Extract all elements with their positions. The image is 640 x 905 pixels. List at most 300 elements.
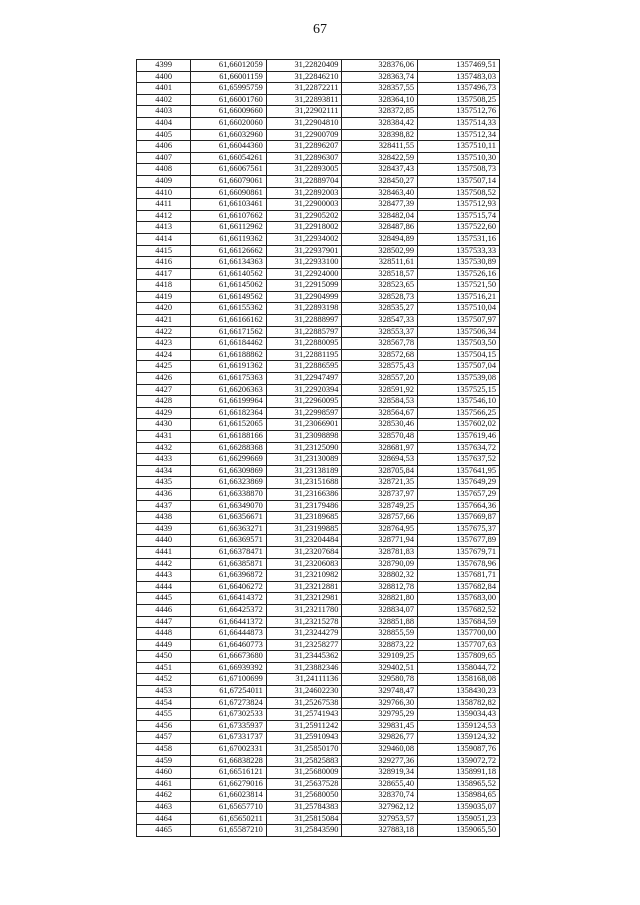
x-coordinate-cell: 328384,42 [342, 117, 418, 129]
longitude-cell: 31,23212881 [266, 581, 342, 593]
point-number-cell: 4451 [137, 662, 191, 674]
longitude-cell: 31,23189685 [266, 512, 342, 524]
table-row [137, 512, 500, 524]
latitude-cell: 61,66206363 [191, 384, 267, 396]
table-row [137, 488, 500, 500]
y-coordinate-cell: 1357707,63 [418, 639, 500, 651]
longitude-cell: 31,22998597 [266, 407, 342, 419]
y-coordinate-cell: 1358984,65 [418, 790, 500, 802]
point-number-cell: 4419 [137, 291, 191, 303]
point-number-cell: 4463 [137, 802, 191, 814]
y-coordinate-cell: 1358430,23 [418, 686, 500, 698]
x-coordinate-cell: 328737,97 [342, 488, 418, 500]
latitude-cell: 61,66279016 [191, 778, 267, 790]
y-coordinate-cell: 1358782,82 [418, 697, 500, 709]
table-row [137, 686, 500, 698]
y-coordinate-cell: 1357508,25 [418, 94, 500, 106]
latitude-cell: 61,66184462 [191, 338, 267, 350]
point-number-cell: 4445 [137, 593, 191, 605]
table-row [137, 454, 500, 466]
table-row [137, 384, 500, 396]
point-number-cell: 4440 [137, 535, 191, 547]
y-coordinate-cell: 1357521,50 [418, 280, 500, 292]
table-row [137, 558, 500, 570]
x-coordinate-cell: 327883,18 [342, 825, 418, 837]
table-row [137, 790, 500, 802]
x-coordinate-cell: 328487,86 [342, 222, 418, 234]
point-number-cell: 4422 [137, 326, 191, 338]
y-coordinate-cell: 1357507,97 [418, 315, 500, 327]
x-coordinate-cell: 328564,67 [342, 407, 418, 419]
latitude-cell: 61,66182364 [191, 407, 267, 419]
point-number-cell: 4442 [137, 558, 191, 570]
point-number-cell: 4444 [137, 581, 191, 593]
table-row [137, 233, 500, 245]
x-coordinate-cell: 328721,35 [342, 477, 418, 489]
x-coordinate-cell: 328855,59 [342, 628, 418, 640]
y-coordinate-cell: 1357522,60 [418, 222, 500, 234]
longitude-cell: 31,24111136 [266, 674, 342, 686]
y-coordinate-cell: 1357681,71 [418, 570, 500, 582]
table-row [137, 744, 500, 756]
latitude-cell: 61,66134363 [191, 257, 267, 269]
latitude-cell: 61,66054261 [191, 152, 267, 164]
longitude-cell: 31,22896207 [266, 141, 342, 153]
latitude-cell: 61,66444873 [191, 628, 267, 640]
latitude-cell: 61,66112962 [191, 222, 267, 234]
latitude-cell: 61,66309869 [191, 465, 267, 477]
longitude-cell: 31,22960095 [266, 396, 342, 408]
table-row [137, 709, 500, 721]
longitude-cell: 31,23882346 [266, 662, 342, 674]
point-number-cell: 4443 [137, 570, 191, 582]
longitude-cell: 31,25680009 [266, 767, 342, 779]
longitude-cell: 31,22937901 [266, 245, 342, 257]
latitude-cell: 61,66079061 [191, 175, 267, 187]
point-number-cell: 4431 [137, 431, 191, 443]
point-number-cell: 4425 [137, 361, 191, 373]
point-number-cell: 4426 [137, 373, 191, 385]
table-row [137, 361, 500, 373]
y-coordinate-cell: 1357514,33 [418, 117, 500, 129]
point-number-cell: 4412 [137, 210, 191, 222]
longitude-cell: 31,22893005 [266, 164, 342, 176]
latitude-cell: 61,66396872 [191, 570, 267, 582]
table-row [137, 778, 500, 790]
y-coordinate-cell: 1357678,96 [418, 558, 500, 570]
table-row [137, 83, 500, 95]
latitude-cell: 61,66009660 [191, 106, 267, 118]
y-coordinate-cell: 1357809,65 [418, 651, 500, 663]
x-coordinate-cell: 328572,68 [342, 349, 418, 361]
point-number-cell: 4414 [137, 233, 191, 245]
point-number-cell: 4403 [137, 106, 191, 118]
table-row [137, 767, 500, 779]
table-row [137, 268, 500, 280]
latitude-cell: 61,66460773 [191, 639, 267, 651]
x-coordinate-cell: 328422,59 [342, 152, 418, 164]
y-coordinate-cell: 1357682,84 [418, 581, 500, 593]
x-coordinate-cell: 329402,51 [342, 662, 418, 674]
table-row [137, 280, 500, 292]
x-coordinate-cell: 329795,29 [342, 709, 418, 721]
table-row [137, 628, 500, 640]
point-number-cell: 4407 [137, 152, 191, 164]
x-coordinate-cell: 328591,92 [342, 384, 418, 396]
y-coordinate-cell: 1357512,76 [418, 106, 500, 118]
x-coordinate-cell: 329748,47 [342, 686, 418, 698]
latitude-cell: 61,66378471 [191, 546, 267, 558]
point-number-cell: 4424 [137, 349, 191, 361]
x-coordinate-cell: 328477,39 [342, 199, 418, 211]
table-row [137, 222, 500, 234]
latitude-cell: 61,66166162 [191, 315, 267, 327]
latitude-cell: 61,66012059 [191, 60, 267, 72]
point-number-cell: 4408 [137, 164, 191, 176]
longitude-cell: 31,22881195 [266, 349, 342, 361]
point-number-cell: 4464 [137, 813, 191, 825]
table-row [137, 616, 500, 628]
y-coordinate-cell: 1359034,43 [418, 709, 500, 721]
latitude-cell: 61,67254011 [191, 686, 267, 698]
table-row [137, 732, 500, 744]
table-row [137, 338, 500, 350]
longitude-cell: 31,22880095 [266, 338, 342, 350]
x-coordinate-cell: 328357,55 [342, 83, 418, 95]
longitude-cell: 31,22885797 [266, 326, 342, 338]
point-number-cell: 4402 [137, 94, 191, 106]
latitude-cell: 61,66338870 [191, 488, 267, 500]
table-row [137, 720, 500, 732]
table-row [137, 187, 500, 199]
longitude-cell: 31,25815084 [266, 813, 342, 825]
point-number-cell: 4446 [137, 604, 191, 616]
coordinates-table [136, 59, 500, 837]
latitude-cell: 61,66356671 [191, 512, 267, 524]
y-coordinate-cell: 1357530,89 [418, 257, 500, 269]
longitude-cell: 31,23166386 [266, 488, 342, 500]
y-coordinate-cell: 1357677,89 [418, 535, 500, 547]
latitude-cell: 61,65657710 [191, 802, 267, 814]
point-number-cell: 4409 [137, 175, 191, 187]
x-coordinate-cell: 328873,22 [342, 639, 418, 651]
point-number-cell: 4420 [137, 303, 191, 315]
point-number-cell: 4437 [137, 500, 191, 512]
y-coordinate-cell: 1357649,29 [418, 477, 500, 489]
latitude-cell: 61,66067561 [191, 164, 267, 176]
table-row [137, 303, 500, 315]
table-row [137, 813, 500, 825]
x-coordinate-cell: 328557,20 [342, 373, 418, 385]
table-row [137, 164, 500, 176]
latitude-cell: 61,66140562 [191, 268, 267, 280]
longitude-cell: 31,23207684 [266, 546, 342, 558]
x-coordinate-cell: 328523,65 [342, 280, 418, 292]
point-number-cell: 4457 [137, 732, 191, 744]
latitude-cell: 61,66126662 [191, 245, 267, 257]
y-coordinate-cell: 1357506,34 [418, 326, 500, 338]
latitude-cell: 61,66199964 [191, 396, 267, 408]
x-coordinate-cell: 329580,78 [342, 674, 418, 686]
y-coordinate-cell: 1357684,59 [418, 616, 500, 628]
latitude-cell: 61,66939392 [191, 662, 267, 674]
x-coordinate-cell: 328528,73 [342, 291, 418, 303]
longitude-cell: 31,23206083 [266, 558, 342, 570]
point-number-cell: 4415 [137, 245, 191, 257]
longitude-cell: 31,22872211 [266, 83, 342, 95]
table-row [137, 825, 500, 837]
longitude-cell: 31,22900003 [266, 199, 342, 211]
longitude-cell: 31,22893198 [266, 303, 342, 315]
x-coordinate-cell: 329826,77 [342, 732, 418, 744]
point-number-cell: 4404 [137, 117, 191, 129]
x-coordinate-cell: 328802,32 [342, 570, 418, 582]
longitude-cell: 31,22892003 [266, 187, 342, 199]
table-row [137, 546, 500, 558]
x-coordinate-cell: 328535,27 [342, 303, 418, 315]
longitude-cell: 31,25910943 [266, 732, 342, 744]
longitude-cell: 31,23151688 [266, 477, 342, 489]
latitude-cell: 61,67302533 [191, 709, 267, 721]
table-row [137, 581, 500, 593]
latitude-cell: 61,66044360 [191, 141, 267, 153]
latitude-cell: 61,66363271 [191, 523, 267, 535]
latitude-cell: 61,67100699 [191, 674, 267, 686]
latitude-cell: 61,66441372 [191, 616, 267, 628]
y-coordinate-cell: 1357496,73 [418, 83, 500, 95]
latitude-cell: 61,66299669 [191, 454, 267, 466]
y-coordinate-cell: 1357526,16 [418, 268, 500, 280]
longitude-cell: 31,24602230 [266, 686, 342, 698]
longitude-cell: 31,23066901 [266, 419, 342, 431]
y-coordinate-cell: 1357602,02 [418, 419, 500, 431]
table-row [137, 315, 500, 327]
longitude-cell: 31,22820409 [266, 60, 342, 72]
latitude-cell: 61,66288368 [191, 442, 267, 454]
y-coordinate-cell: 1357641,95 [418, 465, 500, 477]
table-row [137, 662, 500, 674]
longitude-cell: 31,23445362 [266, 651, 342, 663]
y-coordinate-cell: 1359035,07 [418, 802, 500, 814]
x-coordinate-cell: 328757,66 [342, 512, 418, 524]
table-row [137, 500, 500, 512]
x-coordinate-cell: 329831,45 [342, 720, 418, 732]
point-number-cell: 4462 [137, 790, 191, 802]
point-number-cell: 4465 [137, 825, 191, 837]
table-row [137, 94, 500, 106]
latitude-cell: 61,66323869 [191, 477, 267, 489]
point-number-cell: 4447 [137, 616, 191, 628]
point-number-cell: 4406 [137, 141, 191, 153]
y-coordinate-cell: 1359065,50 [418, 825, 500, 837]
table-row [137, 245, 500, 257]
table-row [137, 117, 500, 129]
latitude-cell: 61,66838228 [191, 755, 267, 767]
latitude-cell: 61,66188166 [191, 431, 267, 443]
table-row [137, 373, 500, 385]
y-coordinate-cell: 1357664,36 [418, 500, 500, 512]
x-coordinate-cell: 329460,08 [342, 744, 418, 756]
point-number-cell: 4439 [137, 523, 191, 535]
table-row [137, 326, 500, 338]
longitude-cell: 31,25911242 [266, 720, 342, 732]
y-coordinate-cell: 1359124,32 [418, 732, 500, 744]
longitude-cell: 31,22888997 [266, 315, 342, 327]
y-coordinate-cell: 1357539,08 [418, 373, 500, 385]
latitude-cell: 61,67002331 [191, 744, 267, 756]
longitude-cell: 31,22915099 [266, 280, 342, 292]
table-row [137, 349, 500, 361]
longitude-cell: 31,22904810 [266, 117, 342, 129]
latitude-cell: 61,66145062 [191, 280, 267, 292]
point-number-cell: 4450 [137, 651, 191, 663]
y-coordinate-cell: 1357516,21 [418, 291, 500, 303]
x-coordinate-cell: 328370,74 [342, 790, 418, 802]
y-coordinate-cell: 1359072,72 [418, 755, 500, 767]
x-coordinate-cell: 328376,06 [342, 60, 418, 72]
latitude-cell: 61,66414372 [191, 593, 267, 605]
longitude-cell: 31,25784383 [266, 802, 342, 814]
point-number-cell: 4430 [137, 419, 191, 431]
y-coordinate-cell: 1357508,52 [418, 187, 500, 199]
x-coordinate-cell: 328567,78 [342, 338, 418, 350]
y-coordinate-cell: 1357682,52 [418, 604, 500, 616]
x-coordinate-cell: 328790,09 [342, 558, 418, 570]
longitude-cell: 31,22900709 [266, 129, 342, 141]
longitude-cell: 31,22886595 [266, 361, 342, 373]
latitude-cell: 61,66149562 [191, 291, 267, 303]
x-coordinate-cell: 328834,07 [342, 604, 418, 616]
longitude-cell: 31,23098898 [266, 431, 342, 443]
table-row [137, 639, 500, 651]
point-number-cell: 4417 [137, 268, 191, 280]
latitude-cell: 61,66155362 [191, 303, 267, 315]
latitude-cell: 61,66001159 [191, 71, 267, 83]
x-coordinate-cell: 328494,89 [342, 233, 418, 245]
y-coordinate-cell: 1357483,03 [418, 71, 500, 83]
x-coordinate-cell: 328530,46 [342, 419, 418, 431]
latitude-cell: 61,65587210 [191, 825, 267, 837]
table-row [137, 523, 500, 535]
table-row [137, 106, 500, 118]
y-coordinate-cell: 1358044,72 [418, 662, 500, 674]
latitude-cell: 61,67273824 [191, 697, 267, 709]
x-coordinate-cell: 328511,61 [342, 257, 418, 269]
x-coordinate-cell: 329109,25 [342, 651, 418, 663]
longitude-cell: 31,23199885 [266, 523, 342, 535]
latitude-cell: 61,66349070 [191, 500, 267, 512]
point-number-cell: 4436 [137, 488, 191, 500]
y-coordinate-cell: 1357507,04 [418, 361, 500, 373]
point-number-cell: 4411 [137, 199, 191, 211]
point-number-cell: 4401 [137, 83, 191, 95]
latitude-cell: 61,66369571 [191, 535, 267, 547]
x-coordinate-cell: 328437,43 [342, 164, 418, 176]
y-coordinate-cell: 1357531,16 [418, 233, 500, 245]
x-coordinate-cell: 328812,78 [342, 581, 418, 593]
longitude-cell: 31,23210982 [266, 570, 342, 582]
longitude-cell: 31,22893811 [266, 94, 342, 106]
table-row [137, 152, 500, 164]
x-coordinate-cell: 328575,43 [342, 361, 418, 373]
x-coordinate-cell: 328681,97 [342, 442, 418, 454]
y-coordinate-cell: 1357508,73 [418, 164, 500, 176]
y-coordinate-cell: 1358168,08 [418, 674, 500, 686]
latitude-cell: 61,67335937 [191, 720, 267, 732]
latitude-cell: 61,66032960 [191, 129, 267, 141]
latitude-cell: 61,65995759 [191, 83, 267, 95]
table-row [137, 396, 500, 408]
x-coordinate-cell: 328821,80 [342, 593, 418, 605]
y-coordinate-cell: 1359124,53 [418, 720, 500, 732]
x-coordinate-cell: 328411,55 [342, 141, 418, 153]
x-coordinate-cell: 329766,30 [342, 697, 418, 709]
longitude-cell: 31,25843590 [266, 825, 342, 837]
point-number-cell: 4460 [137, 767, 191, 779]
point-number-cell: 4400 [137, 71, 191, 83]
longitude-cell: 31,22933100 [266, 257, 342, 269]
latitude-cell: 61,66188862 [191, 349, 267, 361]
x-coordinate-cell: 328463,40 [342, 187, 418, 199]
x-coordinate-cell: 328781,83 [342, 546, 418, 558]
x-coordinate-cell: 328655,40 [342, 778, 418, 790]
y-coordinate-cell: 1357512,93 [418, 199, 500, 211]
y-coordinate-cell: 1357510,11 [418, 141, 500, 153]
x-coordinate-cell: 328518,57 [342, 268, 418, 280]
y-coordinate-cell: 1357683,00 [418, 593, 500, 605]
latitude-cell: 61,66673680 [191, 651, 267, 663]
point-number-cell: 4413 [137, 222, 191, 234]
page-number: 67 [313, 22, 327, 37]
point-number-cell: 4459 [137, 755, 191, 767]
point-number-cell: 4410 [137, 187, 191, 199]
x-coordinate-cell: 328364,10 [342, 94, 418, 106]
latitude-cell: 61,66425372 [191, 604, 267, 616]
x-coordinate-cell: 328363,74 [342, 71, 418, 83]
y-coordinate-cell: 1357619,46 [418, 431, 500, 443]
latitude-cell: 61,65650211 [191, 813, 267, 825]
y-coordinate-cell: 1357657,29 [418, 488, 500, 500]
latitude-cell: 61,66119362 [191, 233, 267, 245]
point-number-cell: 4456 [137, 720, 191, 732]
point-number-cell: 4423 [137, 338, 191, 350]
longitude-cell: 31,23130089 [266, 454, 342, 466]
longitude-cell: 31,22905202 [266, 210, 342, 222]
point-number-cell: 4441 [137, 546, 191, 558]
latitude-cell: 61,66406272 [191, 581, 267, 593]
table-row [137, 442, 500, 454]
x-coordinate-cell: 328584,53 [342, 396, 418, 408]
longitude-cell: 31,22896307 [266, 152, 342, 164]
coordinates-table-body [137, 60, 500, 837]
y-coordinate-cell: 1358965,52 [418, 778, 500, 790]
table-row [137, 60, 500, 72]
y-coordinate-cell: 1357533,33 [418, 245, 500, 257]
table-row [137, 755, 500, 767]
x-coordinate-cell: 328502,99 [342, 245, 418, 257]
y-coordinate-cell: 1357504,15 [418, 349, 500, 361]
longitude-cell: 31,22924000 [266, 268, 342, 280]
y-coordinate-cell: 1357512,34 [418, 129, 500, 141]
table-row [137, 802, 500, 814]
table-row [137, 71, 500, 83]
x-coordinate-cell: 328553,37 [342, 326, 418, 338]
point-number-cell: 4452 [137, 674, 191, 686]
longitude-cell: 31,23258277 [266, 639, 342, 651]
table-row [137, 604, 500, 616]
latitude-cell: 61,66152065 [191, 419, 267, 431]
latitude-cell: 61,66001760 [191, 94, 267, 106]
